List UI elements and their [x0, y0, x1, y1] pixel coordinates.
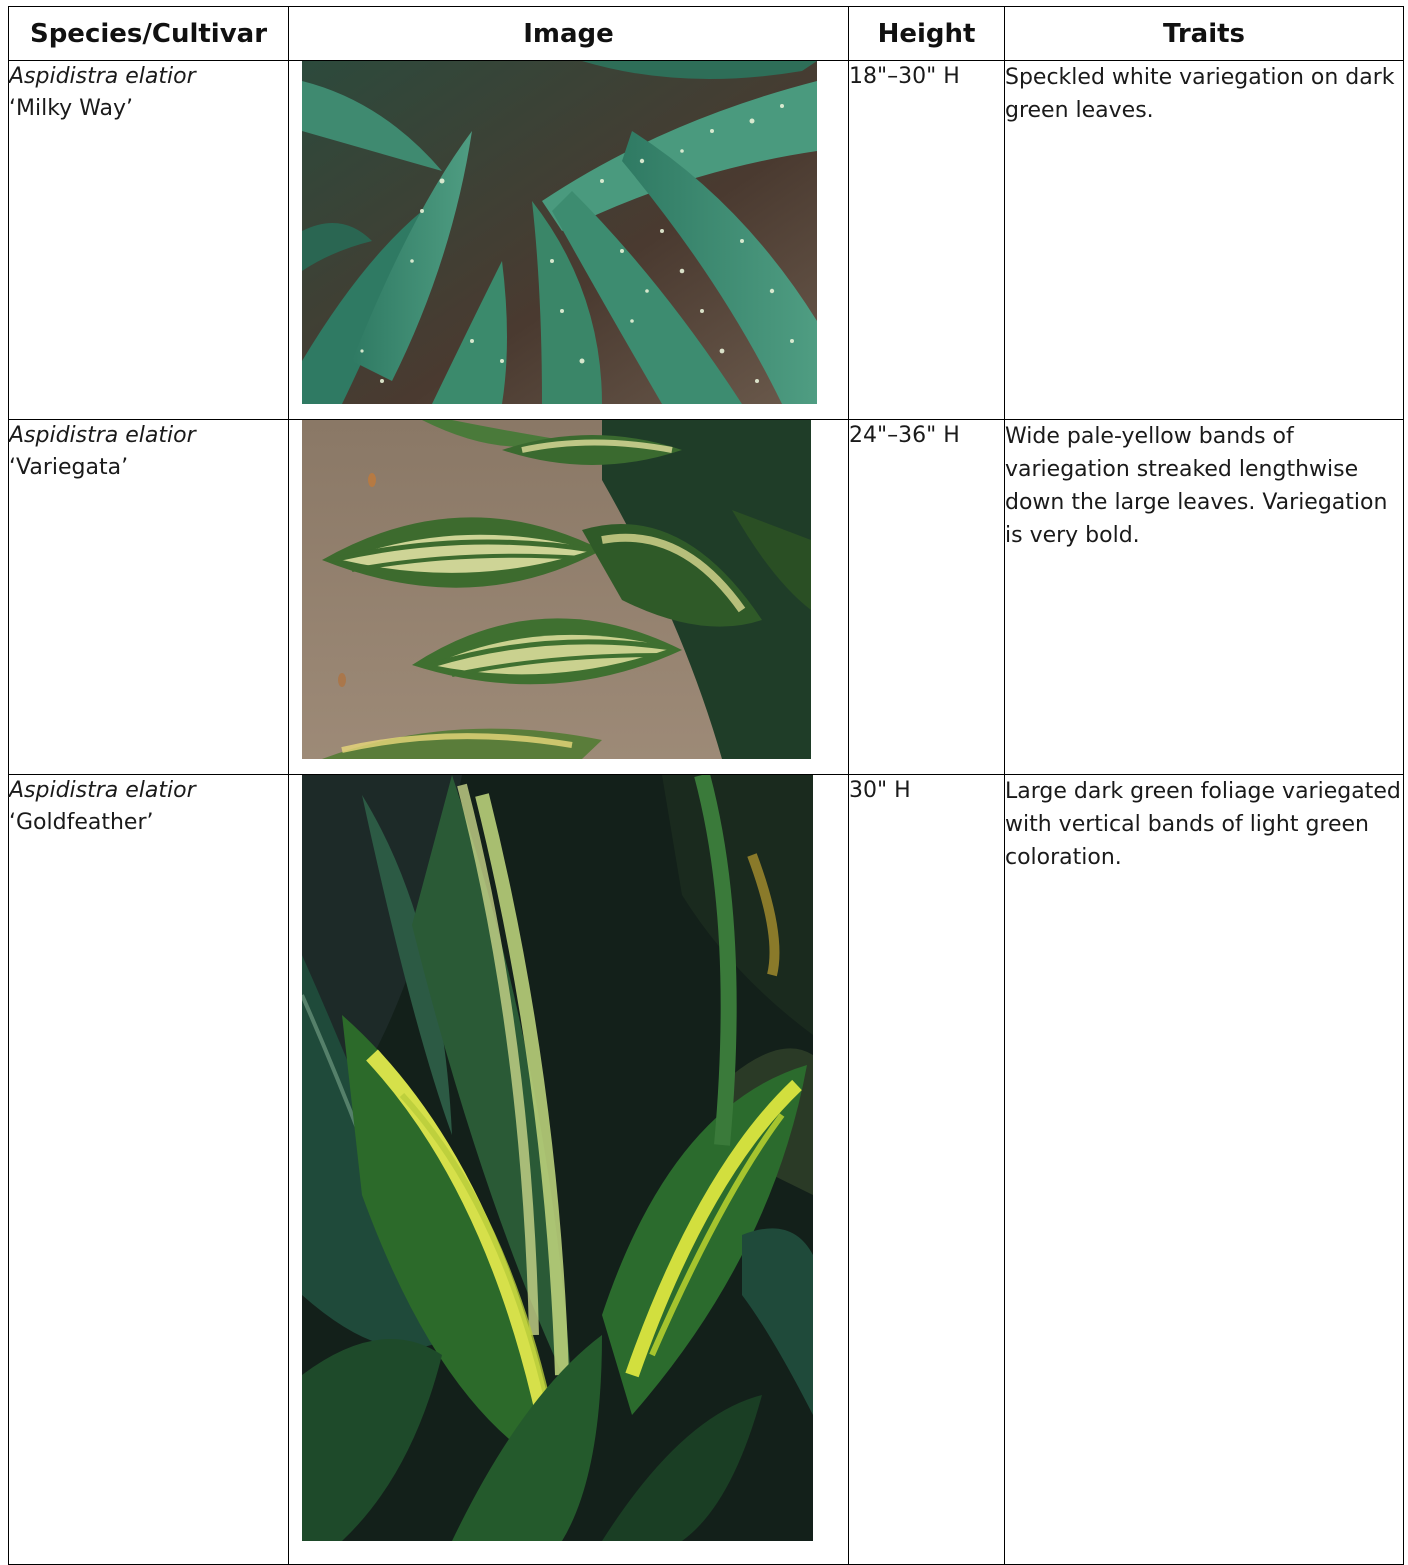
species-cell: [9, 420, 289, 775]
banded-leaf-photo: [302, 775, 813, 1541]
image-cell: [289, 61, 849, 420]
cultivar-name: ‘Goldfeather’: [9, 810, 154, 835]
species-name: Aspidistra elatior: [9, 778, 196, 803]
speckled-leaf-photo: [302, 61, 817, 404]
table-row: [9, 775, 1404, 1565]
table-row: [9, 61, 1404, 420]
striped-leaf-photo: [302, 420, 811, 759]
species-cell: [9, 61, 289, 420]
height-cell: 18"–30" H: [849, 61, 1005, 420]
image-cell: [289, 420, 849, 775]
header-row: [9, 7, 1404, 61]
species-cell: [9, 775, 289, 1565]
height-cell: 24"–36" H: [849, 420, 1005, 775]
header-image: Image: [289, 7, 849, 61]
height-cell: 30" H: [849, 775, 1005, 1565]
header-traits: Traits: [1005, 7, 1404, 61]
species-name: Aspidistra elatior: [9, 64, 196, 89]
image-cell: [289, 775, 849, 1565]
header-species: Species/Cultivar: [9, 7, 289, 61]
species-name: Aspidistra elatior: [9, 423, 196, 448]
cultivar-name: ‘Milky Way’: [9, 96, 134, 121]
traits-cell: Wide pale-yellow bands of variegation streaked lengthwise down the large leaves. Variegation is very bold.: [1005, 420, 1404, 775]
traits-cell: Large dark green foliage variegated with vertical bands of light green coloration.: [1005, 775, 1404, 1565]
species-table: [8, 6, 1404, 1565]
header-height: Height: [849, 7, 1005, 61]
table-row: [9, 420, 1404, 775]
cultivar-name: ‘Variegata’: [9, 455, 129, 480]
traits-cell: Speckled white variegation on dark green leaves.: [1005, 61, 1404, 420]
